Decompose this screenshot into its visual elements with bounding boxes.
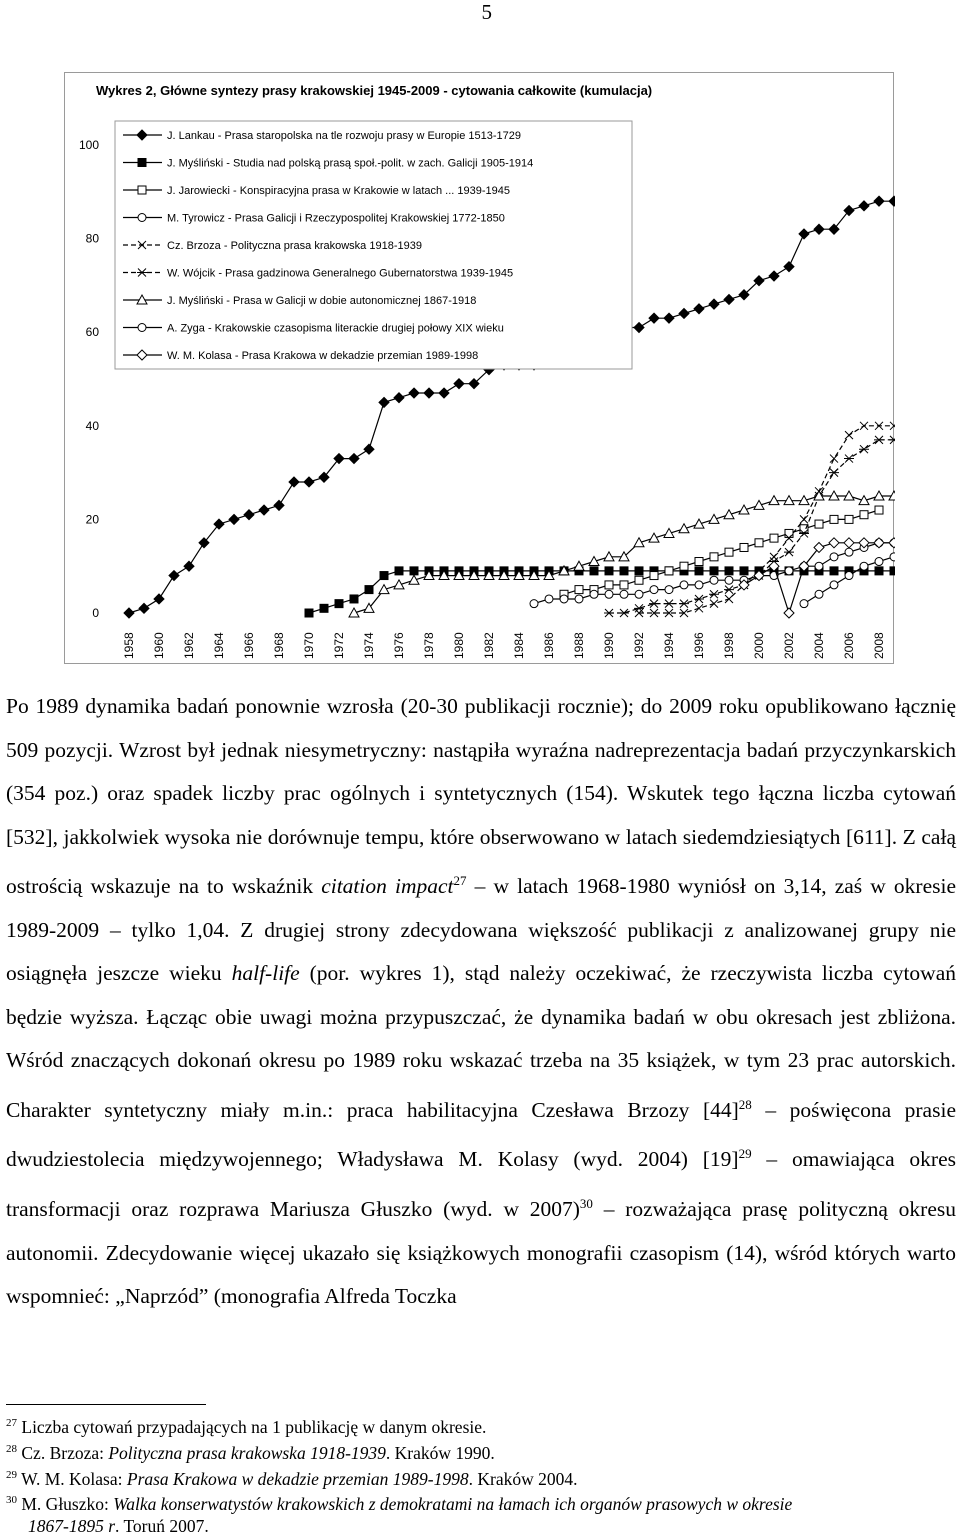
legend-label: J. Myśliński - Studia nad polską prasą społ.-polit. w zach. Galicji 1905-1914 — [167, 157, 534, 170]
data-point — [830, 567, 838, 575]
data-point — [619, 609, 629, 617]
body-text-part: Po 1989 dynamika badań ponownie wzrosła (20-30 publikacji rocznie); do 2009 roku opublikowano łącznię 509 pozycji. Wzrost był jednak niesymetryczny: nastąpiła wyraźna nadreprezentacja badań przyczynkarskich (354 poz.) oraz spadek liczby prac ogólnych i syntetycznych (154). Wskutek tego łączna liczba cytowań [532], jakkolwiek wysoka nie dorównuje tempu, które obserwowano w latach siedemdziesiątych [611]. Z całą ostrością wskazuje na to wskaźnik — [6, 694, 956, 899]
data-point — [154, 594, 164, 604]
x-tick-label: 1982 — [482, 632, 496, 659]
data-point — [784, 548, 794, 556]
data-point — [139, 603, 149, 613]
data-point — [349, 454, 359, 464]
data-point — [815, 590, 823, 598]
data-point — [634, 604, 644, 612]
data-point — [710, 576, 718, 584]
x-tick-label: 1974 — [362, 632, 376, 659]
data-point — [560, 595, 568, 603]
legend-item — [123, 158, 533, 170]
legend-label: A. Zyga - Krakowskie czasopisma literackie drugiej połowy XIX wieku — [167, 322, 504, 335]
body-paragraph — [6, 685, 956, 1319]
footnote-title: Prasa Krakowa w dekadzie przemian 1989-1998 — [126, 1468, 469, 1489]
footnote-text: Liczba cytowań przypadających na 1 publikację w danym okresie. — [21, 1416, 487, 1437]
legend-label: J. Myśliński - Prasa w Galicji w dobie autonomicznej 1867-1918 — [167, 295, 477, 307]
x-tick-label: 2004 — [812, 632, 826, 659]
data-point — [784, 608, 794, 618]
x-tick-label: 1984 — [512, 632, 526, 659]
data-point — [634, 323, 644, 333]
data-point — [800, 515, 808, 523]
data-point — [635, 576, 643, 584]
body-text-part: – poświęcona prasie dwudziestolecia międzywojennego; Władysława M. Kolasy (wyd. 2004) [19] — [6, 1097, 956, 1172]
data-point — [829, 538, 839, 548]
legend-item — [123, 185, 510, 197]
data-point — [800, 600, 808, 608]
chart-title: Wykres 2, Główne syntezy prasy krakowskiej 1945-2009 - cytowania całkowite (kumulacja) — [96, 83, 653, 98]
footnote-number: 28 — [6, 1442, 17, 1455]
data-point — [875, 558, 883, 566]
footnote-text: M. Głuszko: — [21, 1494, 114, 1515]
body-text-part: – w latach 1968-1980 wyniósł on 3,14, zaś w okresie 1989-2009 – tylko 1,04. Z drugiej strony zdecydowana większość publikacji z analizowanej grupy nie osiągnęła jeszcze wieku — [6, 874, 956, 986]
y-tick-label: 40 — [85, 418, 99, 433]
data-point — [875, 506, 883, 514]
data-point — [680, 581, 688, 589]
footnote-number: 30 — [6, 1494, 17, 1507]
data-point — [845, 572, 853, 580]
y-tick-label: 60 — [85, 325, 99, 340]
data-point — [379, 397, 389, 407]
data-point — [859, 445, 869, 453]
data-point — [665, 567, 673, 575]
data-point — [305, 609, 313, 617]
data-point — [635, 567, 643, 575]
data-point — [124, 608, 134, 618]
y-tick-label: 0 — [92, 606, 99, 620]
data-point — [679, 308, 689, 318]
data-point — [859, 201, 869, 211]
data-point — [830, 581, 838, 589]
data-point — [650, 586, 658, 594]
x-tick-label: 2006 — [842, 632, 856, 659]
data-point — [138, 214, 146, 222]
data-point — [844, 538, 854, 548]
data-point — [244, 510, 254, 520]
page-number: 5 — [481, 0, 492, 24]
footnote-title: Polityczna prasa krakowska 1918-1939 — [108, 1442, 386, 1463]
data-point — [364, 444, 374, 454]
data-point — [138, 324, 146, 332]
footnote-30 — [6, 1489, 956, 1515]
data-point — [664, 313, 674, 323]
footnote-title: 1867-1895 r — [28, 1516, 116, 1537]
data-point — [815, 520, 823, 528]
data-point — [709, 299, 719, 309]
data-point — [664, 600, 674, 608]
x-tick-label: 1964 — [212, 632, 226, 659]
data-point — [304, 477, 314, 487]
footnote-ref-28[interactable]: 28 — [738, 1096, 752, 1112]
y-tick-label: 20 — [85, 512, 99, 527]
x-tick-label: 1996 — [692, 632, 706, 659]
footnote-text: . Kraków 2004. — [468, 1468, 578, 1489]
data-point — [184, 561, 194, 571]
x-tick-label: 1972 — [332, 632, 346, 659]
x-tick-label: 2000 — [752, 632, 766, 659]
data-point — [740, 567, 748, 575]
data-point — [365, 586, 373, 594]
x-tick-label: 1978 — [422, 632, 436, 659]
x-tick-label: 1994 — [662, 632, 676, 659]
series-line — [744, 543, 894, 613]
data-point — [410, 567, 418, 575]
x-tick-label: 1962 — [182, 632, 196, 659]
footnote-text: W. M. Kolasa: — [21, 1468, 127, 1489]
legend-label: J. Lankau - Prasa staropolska na tle rozwoju prasy w Europie 1513-1729 — [167, 130, 522, 142]
data-point — [770, 534, 778, 542]
footnote-text: . Toruń 2007. — [115, 1516, 209, 1537]
data-point — [424, 388, 434, 398]
data-point — [710, 553, 718, 561]
data-point — [815, 562, 823, 570]
data-point — [394, 393, 404, 403]
data-point — [620, 581, 628, 589]
data-point — [650, 572, 658, 580]
footnote-29 — [6, 1464, 956, 1490]
body-text-part: – omawiająca okres transformacji oraz rozprawa Mariusza Głuszko (wyd. w 2007) — [6, 1147, 956, 1222]
data-point — [169, 571, 179, 581]
data-point — [259, 505, 269, 515]
data-point — [575, 586, 583, 594]
data-point — [890, 553, 895, 561]
data-point — [830, 553, 838, 561]
data-point — [409, 388, 419, 398]
x-tick-label: 1990 — [602, 632, 616, 659]
footnote-ref-30[interactable]: 30 — [579, 1195, 593, 1211]
data-point — [710, 567, 718, 575]
data-point — [830, 455, 838, 463]
data-point — [395, 567, 403, 575]
data-point — [755, 539, 763, 547]
data-point — [679, 600, 689, 608]
footnote-ref-29[interactable]: 29 — [738, 1146, 752, 1162]
y-tick-label: 100 — [78, 138, 99, 152]
data-point — [889, 538, 895, 548]
series-6 — [604, 436, 895, 617]
x-tick-label: 1966 — [242, 632, 256, 659]
legend — [115, 121, 632, 369]
data-point — [695, 567, 703, 575]
x-tick-label: 1970 — [302, 632, 316, 659]
x-tick-label: 1960 — [152, 632, 166, 659]
data-point — [725, 576, 733, 584]
data-point — [604, 609, 614, 617]
data-point — [845, 431, 853, 439]
data-point — [454, 379, 464, 389]
x-tick-label: 1998 — [722, 632, 736, 659]
data-point — [635, 590, 643, 598]
legend-item — [123, 295, 476, 307]
data-point — [845, 515, 853, 523]
body-text-part: (por. wykres 1), stąd należy oczekiwać, że rzeczywista liczba cytowań będzie wyższa. Łącząc obie uwagi można przypuszczać, że dynamika badań w obu okresach jest zbliżona. Wśród znaczących dokonań okresu po 1989 roku wskazać trzeba na 35 książek, w tym 23 prac autorskich. Charakter syntetyczny miały m.in.: praca habilitacyjna Czesława Brzozy [44] — [6, 961, 956, 1122]
data-point — [605, 590, 613, 598]
legend-item — [123, 268, 513, 280]
data-point — [709, 590, 719, 598]
data-point — [785, 529, 793, 537]
half-life-term: half-life — [231, 961, 300, 986]
x-tick-label: 2008 — [872, 632, 886, 659]
data-point — [890, 567, 895, 575]
data-point — [545, 595, 553, 603]
citation-impact-term: citation impact — [321, 874, 454, 899]
data-point — [785, 567, 793, 575]
data-point — [138, 186, 146, 194]
data-point — [350, 595, 358, 603]
x-tick-label: 2002 — [782, 632, 796, 659]
footnote-separator — [6, 1404, 206, 1405]
data-point — [289, 477, 299, 487]
data-point — [725, 548, 733, 556]
footnote-ref-27[interactable]: 27 — [453, 873, 467, 888]
data-point — [874, 436, 884, 444]
data-point — [380, 572, 388, 580]
footnote-number: 29 — [6, 1468, 17, 1481]
legend-item — [123, 323, 504, 335]
data-point — [769, 271, 779, 281]
data-point — [784, 262, 794, 272]
data-point — [860, 422, 868, 430]
data-point — [229, 514, 239, 524]
data-point — [665, 586, 673, 594]
data-point — [830, 515, 838, 523]
data-point — [889, 196, 895, 206]
data-point — [320, 604, 328, 612]
legend-label: Cz. Brzoza - Polityczna prasa krakowska 1918-1939 — [167, 240, 422, 252]
data-point — [875, 567, 883, 575]
legend-label: M. Tyrowicz - Prasa Galicji i Rzeczypospolitej Krakowskiej 1772-1850 — [167, 212, 505, 225]
data-point — [335, 600, 343, 608]
data-point — [439, 388, 449, 398]
data-point — [874, 538, 884, 548]
data-point — [724, 586, 734, 594]
footnote-title: Walka konserwatystów krakowskich z demokratami na łamach ich organów prasowych w okresie — [113, 1494, 793, 1515]
data-point — [694, 304, 704, 314]
data-point — [620, 590, 628, 598]
data-point — [649, 600, 659, 608]
data-point — [725, 595, 733, 603]
data-point — [829, 469, 839, 477]
data-point — [590, 590, 598, 598]
data-point — [694, 595, 704, 603]
data-point — [890, 422, 895, 430]
data-point — [138, 159, 146, 167]
data-point — [814, 224, 824, 234]
x-tick-label: 1980 — [452, 632, 466, 659]
data-point — [889, 436, 895, 444]
series-2 — [305, 567, 895, 617]
x-tick-label: 1976 — [392, 632, 406, 659]
x-tick-label: 1958 — [122, 632, 136, 659]
data-point — [590, 567, 598, 575]
legend-item — [123, 350, 478, 362]
data-point — [740, 543, 748, 551]
data-point — [605, 581, 613, 589]
legend-label: W. M. Kolasa - Prasa Krakowa w dekadzie przemian 1989-1998 — [167, 350, 479, 362]
data-point — [274, 500, 284, 510]
data-point — [620, 567, 628, 575]
footnote-text: . Kraków 1990. — [385, 1442, 495, 1463]
body-text-part: – rozważająca prasę polityczną okresu autonomii. Zdecydowanie więcej ukazało się książkowych monografii czasopism (14), wśród których warto wspomnieć: „Naprzód” (monografia Alfreda Toczka — [6, 1197, 956, 1309]
footnote-30-continued — [6, 1515, 956, 1537]
x-tick-label: 1986 — [542, 632, 556, 659]
data-point — [649, 313, 659, 323]
data-point — [710, 600, 718, 608]
data-point — [725, 567, 733, 575]
data-point — [695, 558, 703, 566]
data-point — [860, 511, 868, 519]
body-text — [6, 685, 956, 1319]
chart-frame — [64, 72, 894, 664]
data-point — [680, 562, 688, 570]
footnote-27 — [6, 1412, 956, 1438]
y-tick-label: 80 — [85, 231, 99, 246]
legend-label: W. Wójcik - Prasa gadzinowa Generalnego Gubernatorstwa 1939-1945 — [167, 267, 514, 280]
citations-line-chart — [65, 73, 895, 665]
data-point — [695, 604, 703, 612]
data-point — [860, 562, 868, 570]
data-point — [724, 294, 734, 304]
data-point — [874, 196, 884, 206]
footnotes — [6, 1412, 956, 1537]
legend-item — [123, 240, 422, 252]
data-point — [530, 600, 538, 608]
footnote-text: Cz. Brzoza: — [21, 1442, 109, 1463]
x-tick-label: 1968 — [272, 632, 286, 659]
legend-item — [123, 130, 521, 142]
x-tick-label: 1992 — [632, 632, 646, 659]
footnote-number: 27 — [6, 1417, 17, 1429]
data-point — [605, 567, 613, 575]
legend-item — [123, 213, 505, 225]
data-point — [844, 455, 854, 463]
legend-label: J. Jarowiecki - Konspiracyjna prasa w Krakowie w latach ... 1939-1945 — [167, 185, 510, 197]
footnote-28 — [6, 1438, 956, 1464]
data-point — [799, 229, 809, 239]
data-point — [695, 581, 703, 589]
series-8 — [800, 553, 895, 608]
data-point — [575, 595, 583, 603]
x-tick-label: 1988 — [572, 632, 586, 659]
data-point — [845, 548, 853, 556]
